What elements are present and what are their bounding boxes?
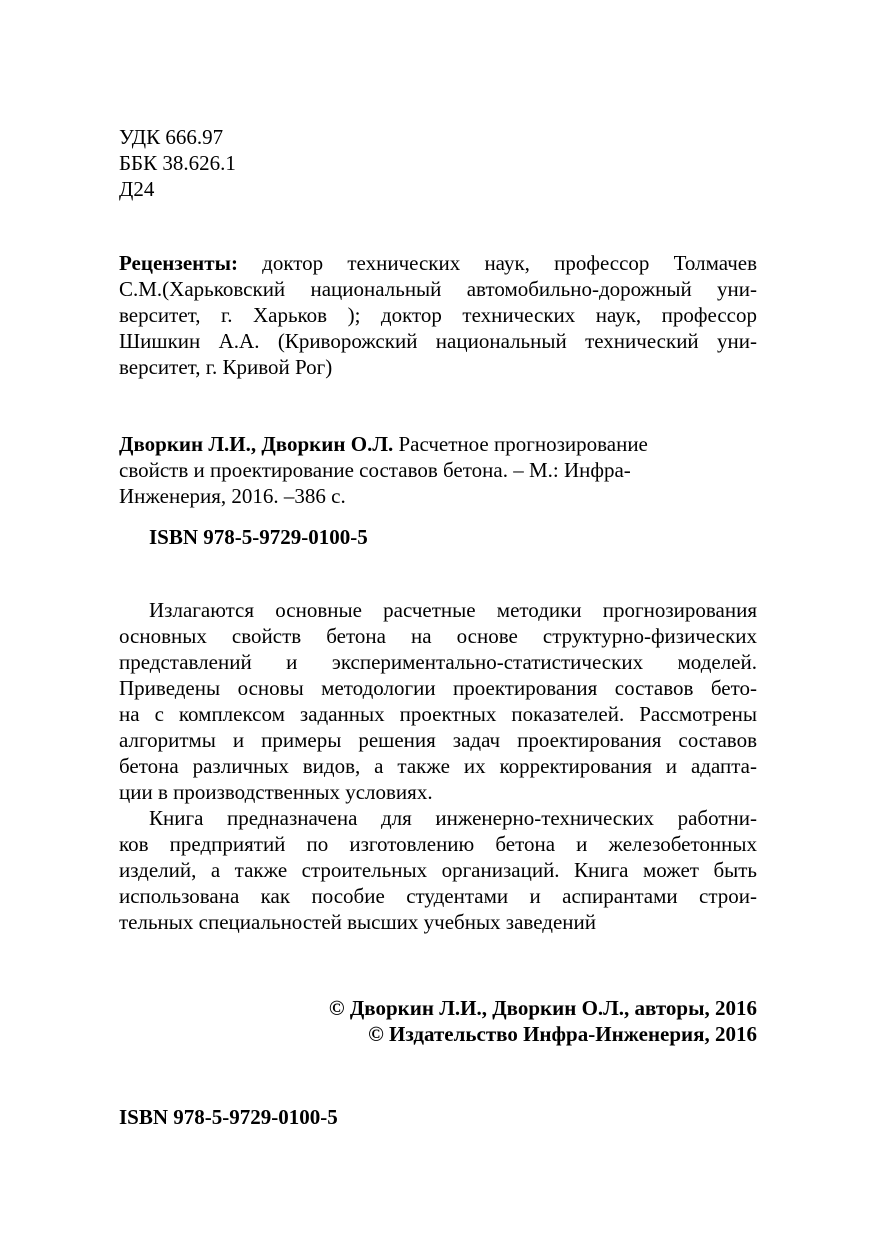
bibliographic-citation [119,431,757,509]
copyright-section [119,995,757,1047]
abstract-p1-line: Приведены основы методологии проектирования составов бето- [119,676,757,700]
reviewers-label: Рецензенты: [119,251,238,275]
abstract-p2-line: ков предприятий по изготовлению бетона и железобетонных [119,832,757,856]
abstract-p2-line: Книга предназначена для инженерно-технических работни- [149,806,757,830]
citation-line-2: свойств и проектирование составов бетона. – М.: Инфра- [119,458,631,482]
citation-line-3: Инженерия, 2016. –386 с. [119,484,346,508]
abstract [119,597,757,935]
reviewers-line-2: С.М.(Харьковский национальный автомобильно-дорожный уни- [119,277,757,301]
abstract-p1-line: Излагаются основные расчетные методики прогнозирования [149,598,757,622]
reviewers-line-5: верситет, г. Кривой Рог) [119,355,333,379]
isbn-top: ISBN 978-5-9729-0100-5 [149,525,368,549]
reviewers-section [119,250,757,380]
reviewers-line-1 [119,250,757,276]
copyright-publisher: © Издательство Инфра-Инженерия, 2016 [368,1022,757,1046]
abstract-p2-line: тельных специальностей высших учебных заведений [119,910,596,934]
abstract-p1-line: бетона различных видов, а также их корректирования и адапта- [119,754,757,778]
abstract-p1-line: ции в производственных условиях. [119,780,433,804]
classification-codes [119,124,757,202]
udk-code: УДК 666.97 [119,125,224,149]
reviewers-line-1-text: доктор технических наук, профессор Толмачев [262,251,757,275]
isbn-top-block [119,524,757,550]
bbk-code: ББК 38.626.1 [119,151,236,175]
reviewers-line-4: Шишкин А.А. (Криворожский национальный технический уни- [119,329,757,353]
reviewers-line-3: верситет, г. Харьков ); доктор технических наук, профессор [119,303,757,327]
citation-line-1 [119,431,757,457]
abstract-p1-line: алгоритмы и примеры решения задач проектирования составов [119,728,757,752]
abstract-p2-line: использована как пособие студентами и аспирантами строи- [119,884,757,908]
citation-authors: Дворкин Л.И., Дворкин О.Л. [119,432,394,456]
abstract-p2-line: изделий, а также строительных организаций. Книга может быть [119,858,757,882]
copyright-authors: © Дворкин Л.И., Дворкин О.Л., авторы, 2016 [328,996,757,1020]
abstract-p1-line: на с комплексом заданных проектных показателей. Рассмотрены [119,702,757,726]
author-mark: Д24 [119,177,155,201]
citation-title-start: Расчетное прогнозирование [398,432,648,456]
abstract-p1-line: представлений и экспериментально-статистических моделей. [119,650,757,674]
isbn-bottom: ISBN 978-5-9729-0100-5 [119,1105,338,1129]
abstract-p1-line: основных свойств бетона на основе структурно-физических [119,624,757,648]
isbn-bottom-block [119,1104,757,1130]
